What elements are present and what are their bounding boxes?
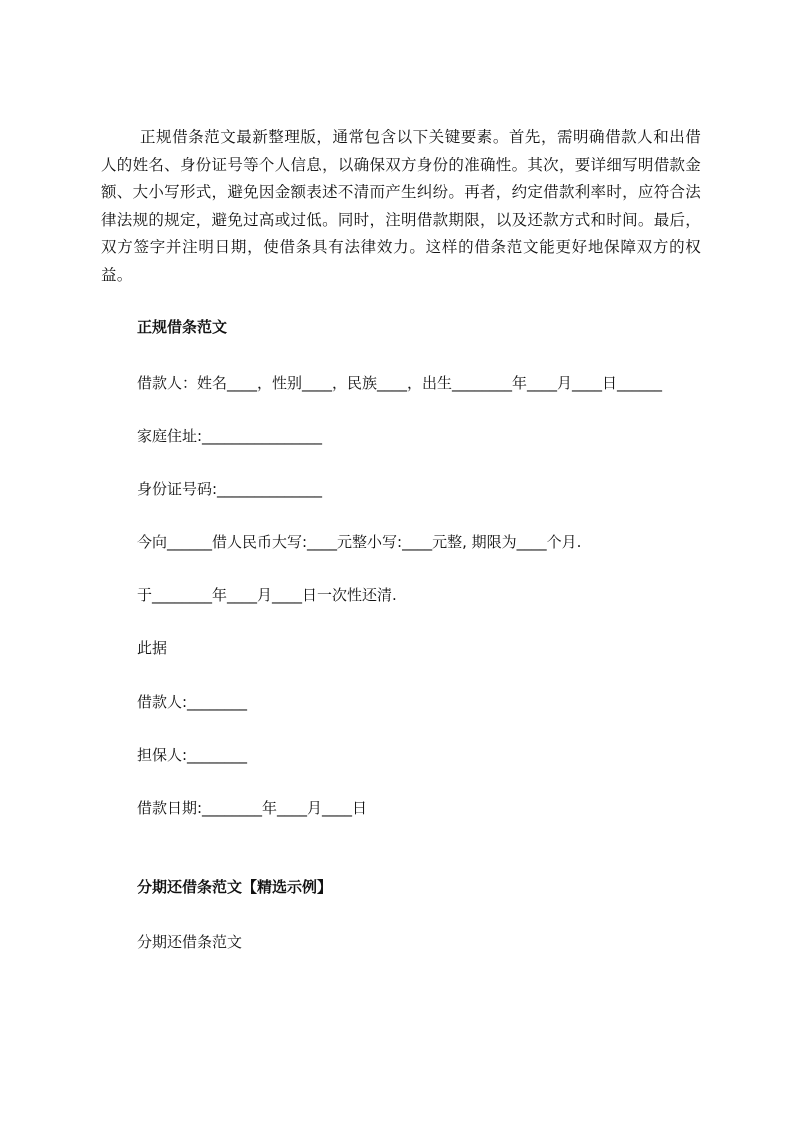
home-address-line: 家庭住址:________________ [137, 427, 323, 445]
borrower-info-line: 借款人：姓名____，性别____，民族____，出生________年____月____日______ [137, 374, 663, 392]
section-heading-installment-iou: 分期还借条范文【精选示例】 [137, 878, 333, 896]
loan-amount-line: 今向______借人民币大写:____元整小写:____元整, 期限为____个月. [137, 533, 582, 551]
borrower-signature-line: 借款人:________ [137, 693, 248, 711]
intro-paragraph: 正规借条范文最新整理版，通常包含以下关键要素。首先，需明确借款人和出借人的姓名、身份证号等个人信息，以确保双方身份的准确性。其次，要详细写明借款金额、大小写形式，避免因金额表述不清而产生纠纷。再者，约定借款利率时，应符合法律法规的规定，避免过高或过低。同时，注明借款期限，以及还款方式和时间。最后，双方签字并注明日期，使借条具有法律效力。这样的借条范文能更好地保障双方的权益。 [101, 128, 701, 284]
id-number-line: 身份证号码:______________ [137, 480, 323, 498]
guarantor-signature-line: 担保人:________ [137, 746, 248, 764]
section-heading-formal-iou: 正规借条范文 [137, 318, 228, 336]
evidence-text: 此据 [137, 639, 168, 657]
loan-date-line: 借款日期:________年____月____日 [137, 799, 368, 817]
repayment-line: 于________年____月____日一次性还清. [137, 586, 397, 604]
installment-subheading: 分期还借条范文 [137, 933, 243, 951]
